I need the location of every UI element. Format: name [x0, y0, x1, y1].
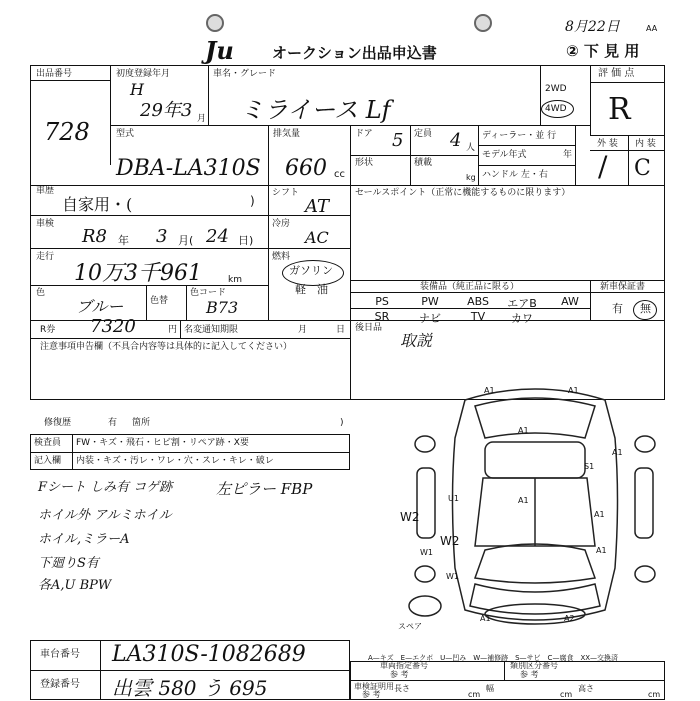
displacement-unit: cc [334, 169, 345, 180]
shape-label: 形状 [355, 158, 374, 168]
mileage-value[interactable]: 10万3千961 [74, 261, 202, 286]
damage-mark: W2 [440, 534, 460, 548]
cert-label: 車検証明用 [354, 682, 394, 691]
equipment-item[interactable]: SR [374, 310, 390, 323]
inspection-month-unit: 月( [178, 234, 194, 247]
length-label: 長さ [394, 684, 410, 693]
auction-logo: Ju [205, 36, 234, 65]
manual-yes: 有 [612, 302, 623, 315]
inspection-day-unit: 日) [238, 234, 254, 247]
category-ref: 参 考 [520, 670, 539, 679]
form-title: オークション出品申込書 [272, 44, 437, 62]
recycle-value[interactable]: 7320 [90, 316, 136, 337]
chassis-label: 車台番号 [40, 649, 80, 660]
damage-mark: A1 [568, 386, 579, 395]
equipment-item[interactable]: TV [470, 310, 486, 323]
width-label: 幅 [486, 684, 494, 693]
plate-value[interactable]: 出雲 580 う 695 [112, 676, 268, 700]
note-line[interactable]: ホイル,ミラーA [38, 532, 130, 547]
date-mark: AA [646, 24, 658, 33]
caution-label: 注意事項申告欄（不具合内容等は具体的に記入してください） [40, 342, 293, 352]
history-value[interactable]: 自家用・( [62, 195, 133, 214]
note-line[interactable]: 下廻りS有 [38, 556, 99, 571]
note-line[interactable]: ホイル外 アルミホイル [38, 508, 172, 523]
date-handwritten: 8月22日 [565, 19, 620, 35]
first-registration-label: 初度登録年月 [116, 69, 171, 79]
drive-circle [541, 100, 574, 118]
inspection-month[interactable]: 3 [156, 226, 168, 247]
load-unit: kg [466, 173, 476, 182]
manual-no[interactable]: 無 [640, 302, 651, 315]
repair-place: 箇所 [132, 418, 151, 428]
car-name-value[interactable]: ミライース Lf [240, 96, 391, 124]
mileage-unit: km [228, 275, 242, 285]
handle-label: ハンドル 左・右 [482, 170, 548, 180]
displacement-label: 排気量 [273, 129, 301, 139]
copy-label: ② 下 見 用 [566, 42, 640, 60]
capacity-value[interactable]: 4 [450, 130, 462, 151]
lot-number-value[interactable]: 728 [44, 118, 90, 146]
chassis-value[interactable]: LA310S-1082689 [112, 642, 306, 667]
inspection-label: 車検 [36, 219, 55, 229]
rating-value[interactable]: R [608, 92, 631, 127]
ac-value[interactable]: AC [305, 228, 329, 247]
recycle-label: R券 [40, 325, 56, 335]
door-label: ドア [355, 129, 373, 139]
displacement-value[interactable]: 660 [285, 156, 327, 181]
color-code-value[interactable]: B73 [206, 298, 239, 317]
designation-label: 車両指定番号 [380, 661, 428, 670]
punch-hole-left [206, 14, 224, 32]
drive-2wd: 2WD [545, 84, 567, 94]
damage-mark: U1 [448, 494, 459, 503]
fuel-light-oil: 軽 油 [295, 283, 328, 296]
dealer-label: ディーラー・並 行 [482, 131, 557, 141]
tax-day: 日 [336, 325, 346, 335]
fuel-label: 燃料 [272, 252, 291, 262]
drive-4wd: 4WD [545, 104, 567, 114]
fuel-gasoline: ガソリン [289, 264, 333, 277]
first-registration-era[interactable]: H [130, 80, 144, 99]
repair-label: 修復歴 [44, 418, 72, 428]
first-registration-value[interactable]: 29年3 [140, 100, 193, 121]
width-unit: cm [560, 690, 573, 699]
tax-month: 月 [298, 325, 308, 335]
color-change-label: 色替 [150, 296, 169, 306]
note-line[interactable]: Fシート しみ有 コゲ跡 [38, 480, 173, 495]
damage-mark: A1 [594, 510, 605, 519]
model-value[interactable]: DBA-LA310S [116, 156, 261, 181]
equipment-item[interactable]: ナビ [419, 312, 441, 325]
lot-number-label: 出品番号 [36, 69, 73, 79]
color-label: 色 [36, 288, 46, 298]
ac-label: 冷房 [272, 219, 291, 229]
load-label: 積載 [414, 158, 433, 168]
capacity-unit: 人 [466, 143, 476, 153]
recycle-unit: 円 [168, 325, 178, 335]
inspection-year-unit: 年 [118, 234, 129, 247]
damage-mark: A1 [612, 448, 623, 457]
inspection-day[interactable]: 24 [206, 226, 229, 247]
shift-value[interactable]: AT [305, 196, 330, 217]
car-damage-diagram [405, 378, 665, 640]
equipment-item[interactable]: エアB [507, 297, 537, 310]
damage-mark: A2 [564, 614, 575, 623]
tax-label: 名変通知期限 [184, 325, 239, 335]
damage-mark: A1 [518, 496, 529, 505]
repair-close: ) [340, 418, 344, 428]
model-year-unit: 年 [563, 150, 573, 160]
aftermarket-value[interactable]: 取説 [400, 331, 433, 350]
interior-label: 内 装 [635, 139, 656, 149]
damage-mark: A1 [480, 614, 491, 623]
shift-label: シフト [272, 188, 300, 198]
capacity-label: 定員 [414, 129, 433, 139]
damage-mark: W1 [446, 572, 459, 581]
history-close: ) [250, 194, 255, 208]
inspector-label: 検査員 [34, 438, 62, 448]
color-value[interactable]: ブルー [76, 297, 124, 316]
manual-no-circle [633, 300, 657, 320]
spare-label: スペア [398, 622, 422, 631]
equipment-item[interactable]: AW [561, 295, 579, 308]
entry-items: 内装・キズ・汚レ・ワレ・穴・スレ・キレ・破レ [76, 456, 274, 466]
equipment-title: 装備品（純正品に限る） [420, 282, 520, 292]
category-label: 類別区分番号 [510, 661, 558, 670]
height-unit: cm [648, 690, 661, 699]
model-year-label: モデル年式 [482, 150, 527, 160]
punch-hole-right [474, 14, 492, 32]
damage-mark: W2 [400, 510, 420, 524]
damage-mark: A1 [484, 386, 495, 395]
designation-ref: 参 考 [390, 670, 409, 679]
plate-label: 登録番号 [40, 679, 80, 690]
equipment-item[interactable]: カワ [511, 312, 533, 325]
exterior-label: 外 装 [597, 139, 618, 149]
damage-mark: A1 [518, 426, 529, 435]
aftermarket-label: 後日品 [355, 323, 383, 333]
inspection-value[interactable]: R8 [82, 226, 108, 247]
sales-point-label: セールスポイント（正常に機能するものに限ります） [355, 188, 571, 198]
manual-label: 新車保証書 [600, 282, 646, 292]
cert-ref: 参 考 [362, 690, 381, 699]
inspector-items: FW・キズ・飛石・ヒビ割・リペア跡・X要 [76, 438, 249, 448]
length-unit: cm [468, 690, 481, 699]
note-line[interactable]: 各A,U BPW [38, 578, 112, 593]
rating-label: 評 価 点 [598, 68, 635, 79]
damage-mark: W1 [420, 548, 433, 557]
interior-value[interactable]: C [634, 156, 651, 181]
equipment-item[interactable]: ABS [467, 295, 489, 308]
model-label: 型式 [116, 129, 135, 139]
damage-mark: A1 [596, 546, 607, 555]
entry-label: 記入欄 [34, 456, 62, 466]
height-label: 高さ [578, 684, 594, 693]
repair-yes: 有 [108, 418, 118, 428]
mileage-label: 走行 [36, 252, 55, 262]
color-code-label: 色コード [190, 288, 227, 298]
legend-line: A—キズ E—エクボ U—凹み W—補修跡 S—サビ C—腐食 XX—交換済 [368, 654, 619, 662]
exterior-value[interactable]: / [598, 150, 608, 183]
door-value[interactable]: 5 [392, 130, 404, 151]
equipment-item[interactable]: PW [421, 295, 439, 308]
note-right[interactable]: 左ピラー FBP [216, 480, 313, 498]
damage-mark: S1 [584, 462, 595, 471]
equipment-item[interactable]: PS [375, 295, 389, 308]
first-registration-month-unit: 月 [197, 114, 207, 124]
car-name-label: 車名・グレード [213, 69, 277, 79]
history-label: 車歴 [36, 186, 55, 196]
